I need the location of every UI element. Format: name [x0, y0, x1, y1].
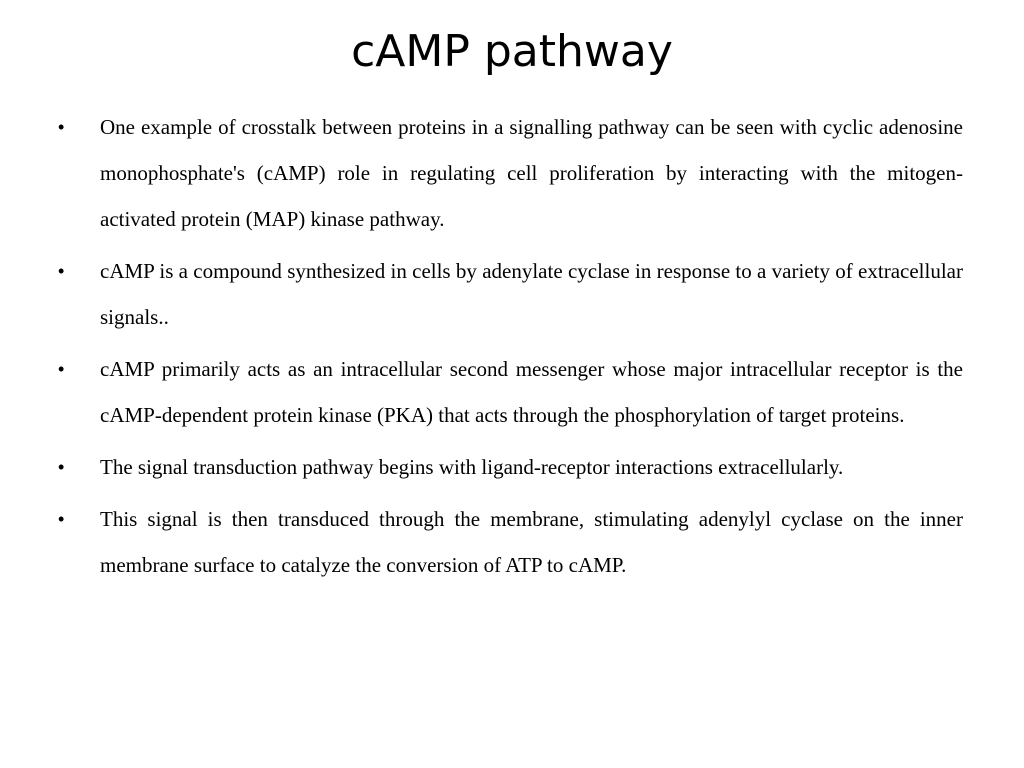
bullet-dot-icon: •: [58, 509, 65, 529]
bullet-dot-icon: •: [58, 359, 65, 379]
bullet-dot-icon: •: [58, 261, 65, 281]
bullet-text: cAMP is a compound synthesized in cells by adenylate cyclase in response to a variety of extracellular signals..: [100, 259, 963, 329]
bullet-item-1: [52, 104, 963, 242]
bullet-item-3: [52, 346, 963, 438]
bullet-dot-icon: •: [58, 117, 65, 137]
bullet-list: [52, 104, 963, 594]
bullet-text: One example of crosstalk between proteins in a signalling pathway can be seen with cyclic adenosine monophosphate's (cAMP) role in regulating cell proliferation by interacting with the mitogen-activated protein (MAP) kinase pathway.: [100, 115, 963, 231]
bullet-text: This signal is then transduced through the membrane, stimulating adenylyl cyclase on the inner membrane surface to catalyze the conversion of ATP to cAMP.: [100, 507, 963, 577]
bullet-text: The signal transduction pathway begins with ligand-receptor interactions extracellularly.: [100, 455, 844, 479]
bullet-dot-icon: •: [58, 457, 65, 477]
slide-title: cAMP pathway: [351, 26, 673, 77]
bullet-item-2: [52, 248, 963, 340]
bullet-item-5: [52, 496, 963, 588]
bullet-item-4: [52, 444, 963, 490]
bullet-text: cAMP primarily acts as an intracellular second messenger whose major intracellular receptor is the cAMP-dependent protein kinase (PKA) that acts through the phosphorylation of target proteins.: [100, 357, 963, 427]
